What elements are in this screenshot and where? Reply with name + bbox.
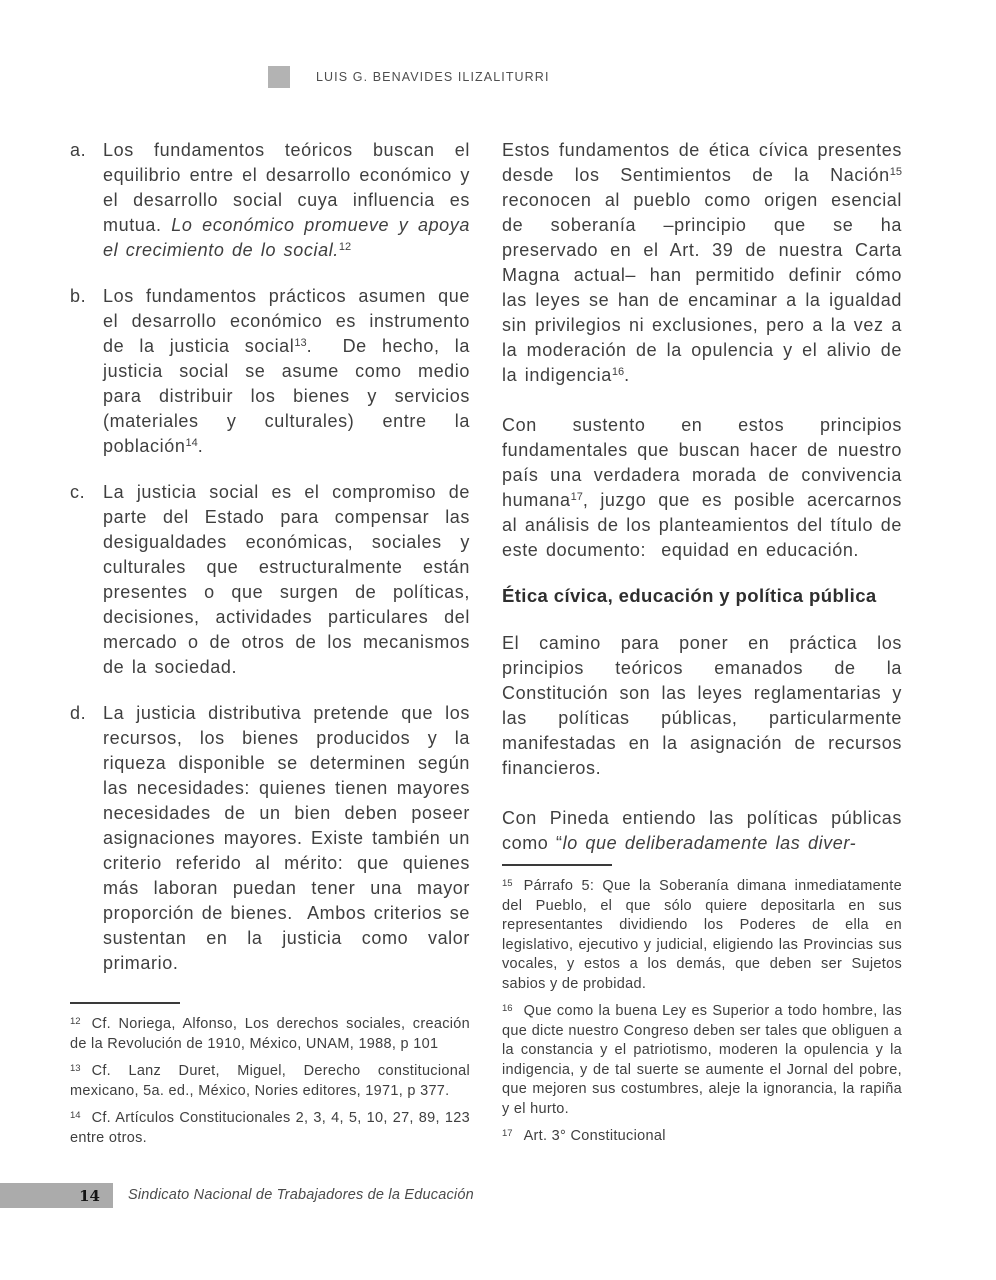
footnote-text: Párrafo 5: Que la Soberanía dimana inmediatamente del Pueblo, el que sólo quiere depositarla en sus representantes dividiendo los Poderes de ella en legislativo, ejecutivo y judicial, eligiendo las Provincias sus vocales, y estos a los demás, que deben ser Sujetos sabios y de probidad. <box>502 878 902 992</box>
footnote-ref-14: 14 <box>185 437 198 449</box>
footnote-number: 17 <box>502 1128 513 1139</box>
two-column-body <box>70 138 902 1156</box>
footnote-text: Cf. Artículos Constitucionales 2, 3, 4, 5, 10, 27, 89, 123 entre otros. <box>70 1110 470 1146</box>
footnote-17 <box>502 1127 902 1147</box>
list-item-c <box>70 480 470 680</box>
paragraph-text: reconocen al pueblo como origen esencial de soberanía –principio que se ha preservado en el Art. 39 de nuestra Carta Magna actual– han permitido definir cómo las leyes se han de encaminar a la igualdad sin privilegios ni exclusiones, pero a la vez a la moderación de la opulencia y el alivio de la indigencia <box>502 190 902 385</box>
left-footnotes <box>70 1002 470 1148</box>
right-column <box>502 138 902 1156</box>
footnote-ref-13: 13 <box>294 337 307 349</box>
item-text-italic: Lo económico promueve y apoya el crecimiento de lo social. <box>103 215 471 260</box>
footnote-text: Cf. Noriega, Alfonso, Los derechos sociales, creación de la Revolución de 1910, México, UNAM, 1988, p 101 <box>70 1016 470 1052</box>
footnote-divider <box>502 864 612 866</box>
list-item-d <box>70 701 470 976</box>
paragraph-text: Con sustento en estos principios fundamentales que buscan hacer de nuestro país una verdadera morada de convivencia humana <box>502 415 902 510</box>
item-label: c. <box>70 482 86 502</box>
list-item-a <box>70 138 470 263</box>
footnote-text: Cf. Lanz Duret, Miguel, Derecho constitucional mexicano, 5a. ed., México, Nories editores, 1971, p 377. <box>70 1063 470 1099</box>
paragraph-text-italic: lo que deliberadamente las diver- <box>562 833 857 853</box>
page-number: 14 <box>79 1186 100 1205</box>
footnote-divider <box>70 1002 180 1004</box>
footnote-14 <box>70 1109 470 1148</box>
paragraph-etica-civica <box>502 138 902 388</box>
item-text: Los fundamentos teóricos buscan el equilibrio entre el desarrollo económico y el desarrollo social cuya influencia es mutua. <box>103 140 470 235</box>
paragraph-text: Estos fundamentos de ética cívica presentes desde los Sentimientos de la Nación <box>502 140 902 185</box>
list-item-b <box>70 284 470 459</box>
footnote-15 <box>502 877 902 994</box>
page-header <box>268 66 550 88</box>
footnote-number: 14 <box>70 1110 81 1121</box>
footnote-number: 12 <box>70 1016 81 1027</box>
page-footer <box>0 1183 996 1208</box>
section-heading: Ética cívica, educación y política pública <box>502 585 877 606</box>
paragraph-text: Con Pineda entiendo las políticas públicas como “ <box>502 808 902 853</box>
item-label: b. <box>70 286 87 306</box>
footnote-12 <box>70 1015 470 1054</box>
right-footnotes <box>502 864 902 1147</box>
item-label: d. <box>70 703 87 723</box>
footnote-ref-16: 16 <box>611 366 625 378</box>
running-header-author: LUIS G. BENAVIDES ILIZALITURRI <box>316 70 550 84</box>
footnote-number: 15 <box>502 878 513 889</box>
footnote-ref-17: 17 <box>570 491 583 503</box>
header-square-marker-icon <box>268 66 290 88</box>
footnote-text: Art. 3° Constitucional <box>523 1128 666 1144</box>
footnote-ref-15: 15 <box>889 166 902 178</box>
footnote-16 <box>502 1002 902 1119</box>
page-number-badge <box>0 1183 113 1208</box>
item-text: Los fundamentos prácticos asumen que el desarrollo económico es instrumento de la justicia social <box>103 286 470 356</box>
paragraph-el-camino: El camino para poner en práctica los principios teóricos emanados de la Constitución son las leyes reglamentarias y las políticas públicas, particularmente manifestadas en la asignación de recursos financieros. <box>502 633 902 778</box>
footnote-ref-12: 12 <box>338 241 352 253</box>
footer-imprint: Sindicato Nacional de Trabajadores de la Educación <box>128 1187 474 1203</box>
paragraph-text: , juzgo que es posible acercarnos al análisis de los planteamientos del título de este documento: equidad en educación. <box>502 490 902 560</box>
left-column <box>70 138 470 1156</box>
footnote-text: Que como la buena Ley es Superior a todo hombre, las que dicte nuestro Congreso deben ser tales que obliguen a la constancia y el patriotismo, moderen la opulencia y la indigencia, y de tal suerte se aumente el Jornal del pobre, que mejoren sus costumbres, aleje la ignorancia, la rapiña y el hurto. <box>502 1003 902 1117</box>
item-text: La justicia distributiva pretende que los recursos, los bienes producidos y la riqueza disponible se determinen según las necesidades: quienes tienen mayores necesidades de un bien deben poseer asignaciones mayores. Existe también un criterio referido al mérito: que quienes más laboran puedan tener una mayor proporción de bienes. Ambos criterios se sustentan en la justicia como valor primario. <box>103 703 470 973</box>
paragraph-con-sustento <box>502 413 902 563</box>
footnote-13 <box>70 1062 470 1101</box>
item-text: . <box>197 436 204 456</box>
paragraph-con-pineda <box>502 806 902 856</box>
item-text: . De hecho, la justicia social se asume como medio para distribuir los bienes y servicios (materiales y culturales) entre la población <box>103 336 470 456</box>
item-label: a. <box>70 140 87 160</box>
footnote-number: 13 <box>70 1063 81 1074</box>
paragraph-text: . <box>624 365 630 385</box>
footnote-number: 16 <box>502 1003 513 1014</box>
item-text: La justicia social es el compromiso de parte del Estado para compensar las desigualdades económicas, sociales y culturales que estructuralmente están presentes o que surgen de políticas, decisiones, actividades particulares del mercado o de otros de los mecanismos de la sociedad. <box>103 482 470 677</box>
